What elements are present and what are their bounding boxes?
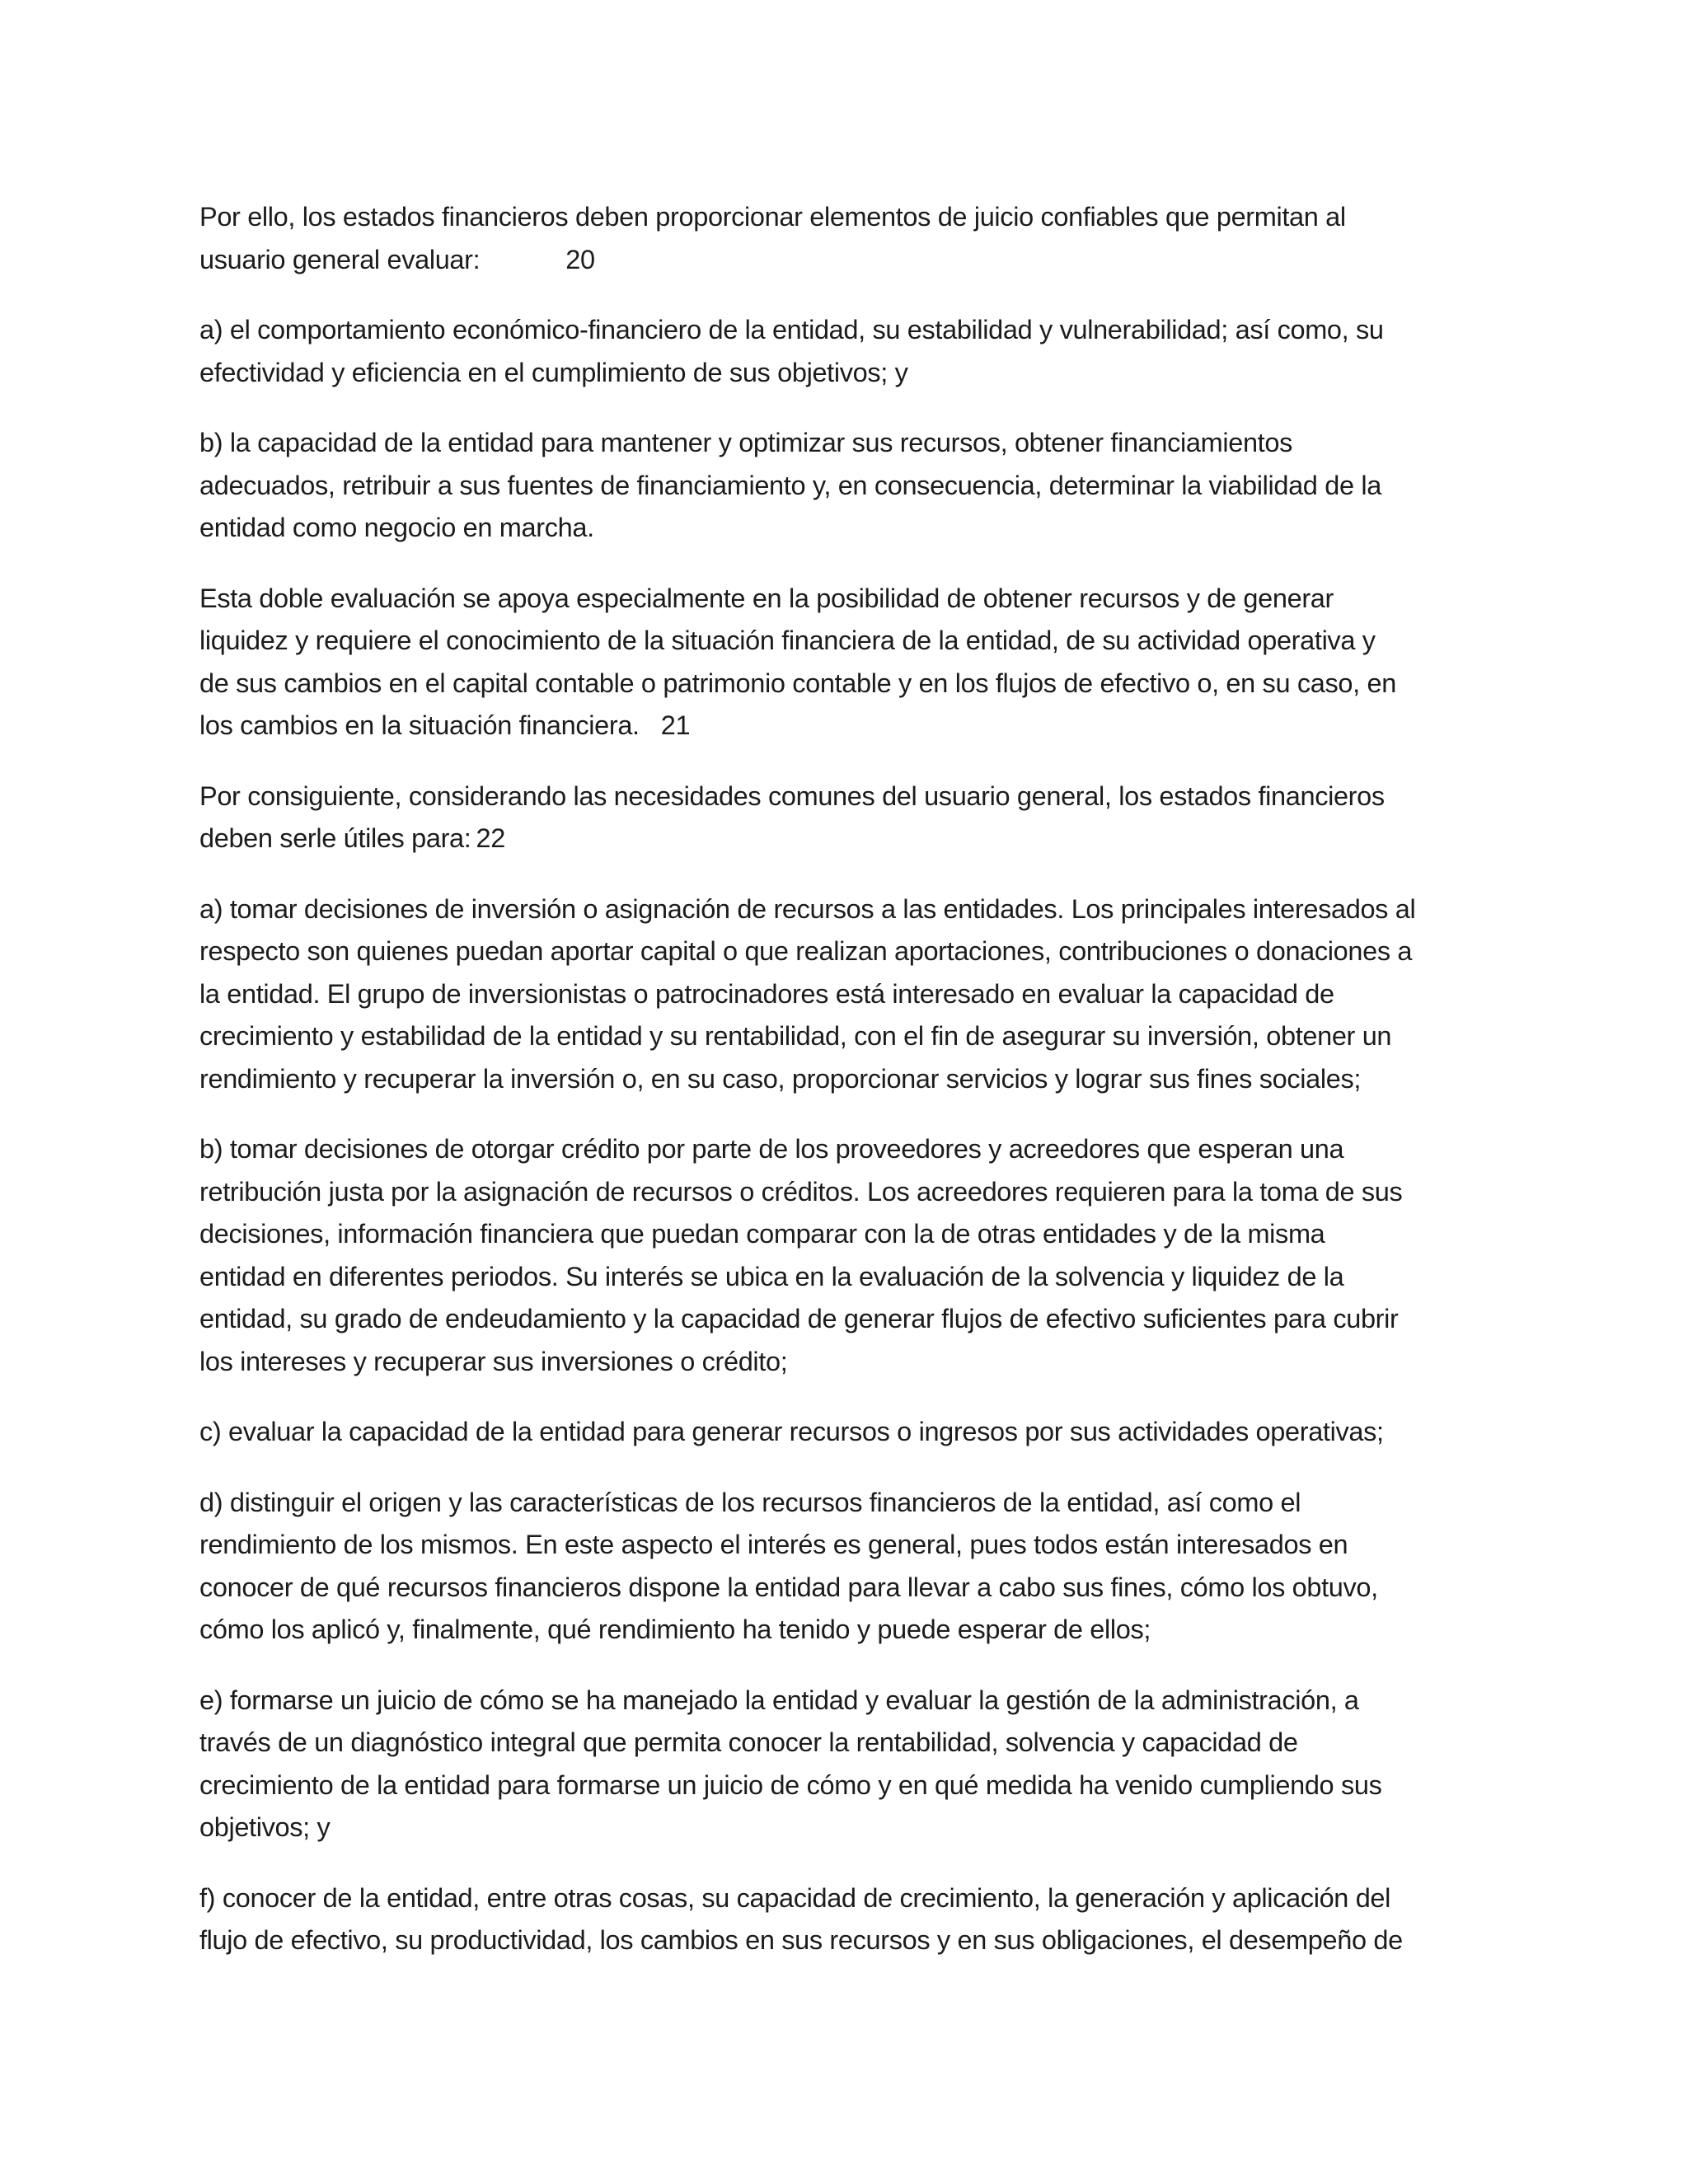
text-line: conocer de qué recursos financieros dispone la entidad para llevar a cabo sus fines, cómo los obtuvo, — [199, 1572, 1378, 1602]
text-line-with-ref — [199, 705, 1498, 748]
text-line: flujo de efectivo, su productividad, los cambios en sus recursos y en sus obligaciones, el desempeño de — [199, 1925, 1403, 1955]
paragraph-item-f — [199, 1877, 1498, 1962]
paragraph-item-b1 — [199, 422, 1498, 550]
document-body — [199, 196, 1498, 1990]
paragraph-item-e — [199, 1680, 1498, 1849]
text-line: b) la capacidad de la entidad para mantener y optimizar sus recursos, obtener financiamientos — [199, 428, 1292, 457]
paragraph-number: 21 — [660, 710, 691, 740]
paragraph-number: 20 — [565, 244, 595, 274]
text-line: d) distinguir el origen y las características de los recursos financieros de la entidad, así como el — [199, 1487, 1301, 1517]
paragraph-intro — [199, 196, 1498, 281]
text-line: entidad en diferentes periodos. Su interés se ubica en la evaluación de la solvencia y liquidez de la — [199, 1261, 1344, 1291]
text-line: e) formarse un juicio de cómo se ha manejado la entidad y evaluar la gestión de la administración, a — [199, 1685, 1359, 1715]
paragraph-double-evaluation — [199, 578, 1498, 748]
text-line-with-ref — [199, 239, 1498, 282]
text-line: cómo los aplicó y, finalmente, qué rendimiento ha tenido y puede esperar de ellos; — [199, 1615, 1151, 1644]
paragraph-number: 22 — [476, 823, 505, 853]
text-line: Por consiguiente, considerando las necesidades comunes del usuario general, los estados financieros — [199, 780, 1385, 811]
text-line: decisiones, información financiera que puedan comparar con la de otras entidades y de la misma — [199, 1219, 1325, 1249]
paragraph-item-a1 — [199, 309, 1498, 394]
text-line: f) conocer de la entidad, entre otras cosas, su capacidad de crecimiento, la generación y aplicación del — [199, 1882, 1391, 1913]
text-line: crecimiento y estabilidad de la entidad y su rentabilidad, con el fin de asegurar su inversión, obtener un — [199, 1021, 1392, 1051]
text-line: a) tomar decisiones de inversión o asignación de recursos a las entidades. Los principales interesados al — [199, 893, 1416, 924]
text-line: usuario general evaluar: — [199, 244, 481, 274]
text-line: rendimiento de los mismos. En este aspecto el interés es general, pues todos están interesados en — [199, 1530, 1348, 1559]
text-line: rendimiento y recuperar la inversión o, en su caso, proporcionar servicios y lograr sus fines sociales; — [199, 1063, 1362, 1094]
paragraph-item-a2 — [199, 888, 1498, 1101]
paragraph-item-b2 — [199, 1128, 1498, 1383]
text-line: c) evaluar la capacidad de la entidad para generar recursos o ingresos por sus actividades operativas; — [199, 1417, 1384, 1446]
paragraph-item-c — [199, 1411, 1498, 1454]
text-line: Esta doble evaluación se apoya especialmente en la posibilidad de obtener recursos y de generar — [199, 583, 1334, 613]
text-line: entidad como negocio en marcha. — [199, 513, 594, 542]
text-line: Por ello, los estados financieros deben proporcionar elementos de juicio confiables que permitan al — [199, 202, 1346, 232]
text-line: los cambios en la situación financiera. — [199, 710, 640, 740]
text-line: entidad, su grado de endeudamiento y la capacidad de generar flujos de efectivo suficientes para cubrir — [199, 1304, 1399, 1333]
paragraph-item-d — [199, 1482, 1498, 1652]
text-line: la entidad. El grupo de inversionistas o patrocinadores está interesado en evaluar la capacidad de — [199, 978, 1334, 1009]
text-line: a) el comportamiento económico-financiero de la entidad, su estabilidad y vulnerabilidad; así como, su — [199, 315, 1384, 344]
text-line: efectividad y eficiencia en el cumplimiento de sus objetivos; y — [199, 357, 908, 387]
text-line: través de un diagnóstico integral que permita conocer la rentabilidad, solvencia y capacidad de — [199, 1727, 1298, 1757]
text-line: objetivos; y — [199, 1812, 331, 1842]
text-line: adecuados, retribuir a sus fuentes de financiamiento y, en consecuencia, determinar la viabilidad de la — [199, 470, 1381, 500]
text-line: crecimiento de la entidad para formarse un juicio de cómo y en qué medida ha venido cumpliendo sus — [199, 1769, 1382, 1800]
text-line: b) tomar decisiones de otorgar crédito por parte de los proveedores y acreedores que esperan una — [199, 1134, 1344, 1164]
text-line: retribución justa por la asignación de recursos o créditos. Los acreedores requieren para la toma de sus — [199, 1176, 1403, 1207]
text-line: de sus cambios en el capital contable o patrimonio contable y en los flujos de efectivo o, en su caso, en — [199, 668, 1396, 698]
text-line: los intereses y recuperar sus inversiones o crédito; — [199, 1346, 788, 1376]
text-line: respecto son quienes puedan aportar capital o que realizan aportaciones, contribuciones o donaciones a — [199, 936, 1413, 966]
text-line-with-ref — [199, 818, 1498, 860]
text-line: deben serle útiles para: — [199, 823, 471, 853]
text-line: liquidez y requiere el conocimiento de la situación financiera de la entidad, de su actividad operativa y — [199, 626, 1376, 655]
paragraph-consequently — [199, 776, 1498, 860]
